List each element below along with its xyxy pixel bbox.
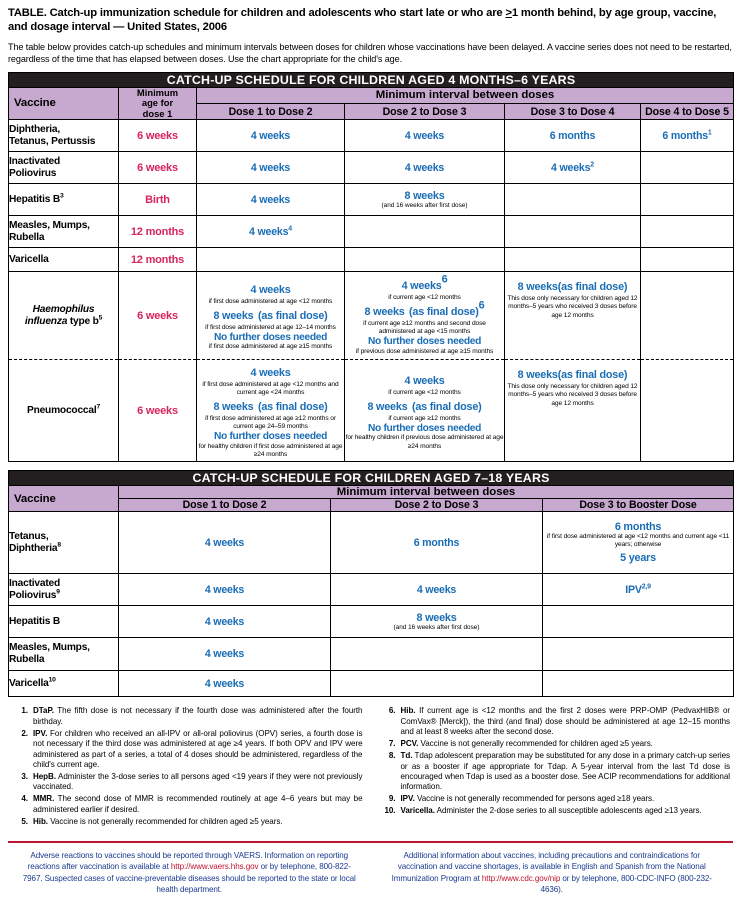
interval-condition: if first dose administered at age ≥12 months or current age 24–59 months bbox=[205, 414, 336, 430]
interval-option bbox=[345, 397, 504, 415]
table-row bbox=[9, 120, 734, 152]
interval-option bbox=[505, 365, 640, 383]
footer-right-text-1: Additional information about vaccines, including precautions and contraindications for vaccination and vaccine shortages, is available in English and Spanish from the National Immunization Program at bbox=[391, 850, 706, 883]
table-row bbox=[9, 638, 734, 671]
footnote-number: 2. bbox=[21, 728, 28, 738]
min-age-cell: 6 weeks bbox=[119, 360, 197, 462]
vaccine-line-1: Measles, Mumps, bbox=[9, 642, 90, 654]
interval-d1d2-cell: 4 weeks bbox=[119, 512, 331, 574]
list-item bbox=[11, 817, 363, 827]
footnote-body: Vaccine is not generally recommended for children aged ≥5 years. bbox=[420, 739, 653, 749]
interval-subnote: (and 16 weeks after first dose) bbox=[393, 623, 480, 631]
vaccine-line-1: Varicella bbox=[9, 253, 49, 265]
footnote-label: Varicella. bbox=[400, 806, 435, 816]
interval-option bbox=[345, 273, 504, 294]
interval-condition: if previous dose administered at age ≥15 months bbox=[355, 347, 494, 355]
footnote-text bbox=[401, 806, 731, 816]
vaccine-line-1: Tetanus, bbox=[9, 530, 49, 542]
vaccine-line-1: Inactivated bbox=[9, 577, 61, 589]
footnote-ref: 4 bbox=[288, 225, 292, 233]
footnotes-left-column bbox=[11, 706, 363, 828]
footer-section bbox=[8, 841, 733, 896]
interval-qualifier: (as final dose) bbox=[411, 400, 482, 413]
interval-d2d3-cell bbox=[345, 216, 505, 248]
interval-condition: for healthy children if previous dose administered at age ≥24 months bbox=[345, 434, 504, 450]
footnote-ref: 7 bbox=[96, 403, 101, 411]
interval-condition: if first dose administered at age <12 months and current age <11 years; otherwise bbox=[546, 533, 730, 549]
interval-value: 4 weeks bbox=[551, 161, 591, 174]
footnote-text bbox=[401, 794, 731, 804]
interval-value: 8 weeks bbox=[517, 369, 558, 382]
footnote-label: IPV. bbox=[33, 728, 48, 738]
interval-condition: if first dose administered at age ≥15 months bbox=[208, 343, 333, 351]
interval-value: 8 weeks bbox=[416, 611, 457, 624]
footer-left-text-2: or by telephone, 800-822-7967. Suspected cases of vaccine-preventable diseases should be reported to the state or local health department. bbox=[22, 862, 356, 895]
interval-d4d5-cell bbox=[641, 360, 734, 462]
interval-d1d2-cell bbox=[197, 360, 345, 462]
interval-d1d2-cell: 4 weeks bbox=[197, 184, 345, 216]
vaccine-line-1: Inactivated bbox=[9, 155, 61, 167]
vaccine-line-1: Measles, Mumps, bbox=[9, 219, 90, 231]
footnote-body: The fifth dose is not necessary if the fourth dose was administered after the fourth birthday. bbox=[33, 706, 363, 726]
footnote-text bbox=[401, 739, 731, 749]
interval-value: 4 weeks bbox=[250, 283, 291, 296]
interval-d2d3-cell bbox=[345, 272, 505, 360]
footnote-label: Td. bbox=[400, 751, 413, 761]
footer-nip-box bbox=[371, 850, 734, 896]
table2-header-d2d3: Dose 2 to Dose 3 bbox=[331, 499, 543, 512]
interval-qualifier: (as final dose) bbox=[409, 305, 479, 318]
interval-d3d4-cell bbox=[505, 272, 641, 360]
interval-d3d4-cell bbox=[505, 152, 641, 184]
min-age-cell: 6 weeks bbox=[119, 152, 197, 184]
table2-band-row bbox=[9, 471, 734, 486]
interval-option bbox=[345, 299, 504, 320]
vaccine-name-cell bbox=[9, 272, 119, 360]
interval-option bbox=[345, 371, 504, 389]
footnote-ref: 8 bbox=[57, 541, 61, 549]
table-row bbox=[9, 184, 734, 216]
table1-header-row-1 bbox=[9, 87, 734, 103]
footnote-ref: 9 bbox=[56, 588, 60, 596]
footnote-number: 7. bbox=[388, 739, 396, 749]
vaccine-name-cell bbox=[9, 120, 119, 152]
footnote-label: Hib. bbox=[400, 706, 416, 716]
vaccine-line-2: Tetanus, Pertussis bbox=[9, 135, 96, 147]
table-row bbox=[9, 606, 734, 638]
interval-condition: if first dose administered at age <12 months bbox=[208, 297, 333, 305]
table-row bbox=[9, 248, 734, 272]
vaccine-line-1: Diphtheria, bbox=[9, 123, 61, 135]
table1-band-row bbox=[9, 72, 734, 87]
vaccine-line-1: Hepatitis B bbox=[9, 193, 61, 205]
footnote-text bbox=[401, 751, 731, 793]
interval-d2d3-cell bbox=[345, 360, 505, 462]
footnote-ref: 6 bbox=[441, 273, 448, 286]
vaccine-line-2: Poliovirus bbox=[9, 167, 57, 179]
vaccine-name-cell bbox=[9, 360, 119, 462]
interval-d1d2-cell: 4 weeks bbox=[119, 638, 331, 671]
interval-booster-cell bbox=[543, 671, 734, 697]
interval-value: No further doses needed bbox=[367, 422, 482, 434]
footnotes-right-column bbox=[379, 706, 731, 828]
footnote-label: PCV. bbox=[400, 739, 419, 749]
vaers-url-link[interactable]: http://www.vaers.hhs.gov bbox=[170, 862, 259, 872]
interval-value: 8 weeks bbox=[213, 400, 254, 413]
footnote-label: IPV. bbox=[400, 794, 415, 804]
table-row bbox=[9, 152, 734, 184]
interval-d2d3-cell bbox=[331, 638, 543, 671]
interval-qualifier: (as final dose) bbox=[257, 309, 328, 322]
footnote-body: Administer the 2-dose series to all susceptible adolescents aged ≥13 years. bbox=[436, 806, 702, 816]
list-item bbox=[11, 706, 363, 727]
interval-d3d4-cell bbox=[505, 184, 641, 216]
footnote-text bbox=[33, 772, 363, 793]
footer-left-text-1: Adverse reactions to vaccines should be reported through VAERS. Information on reporting reactions after vaccination is available at bbox=[27, 850, 349, 872]
list-item bbox=[379, 751, 731, 793]
interval-value: 4 weeks bbox=[250, 366, 291, 379]
table2-header-d3booster: Dose 3 to Booster Dose bbox=[543, 499, 734, 512]
interval-d4d5-cell bbox=[641, 216, 734, 248]
list-item bbox=[379, 739, 731, 749]
footnote-text bbox=[33, 817, 363, 827]
footnote-number: 9. bbox=[388, 794, 396, 804]
footnote-number: 1. bbox=[21, 706, 28, 716]
footer-right-text-2: or by telephone, 800-CDC-INFO (800-232-4636). bbox=[540, 873, 712, 895]
interval-condition: if current age ≥12 months and second dose administered at age <15 months bbox=[363, 319, 486, 335]
interval-condition: if first dose administered at age 12–14 months bbox=[205, 323, 336, 331]
interval-d1d2-cell: 4 weeks bbox=[197, 120, 345, 152]
vaccine-name-cell bbox=[9, 574, 119, 606]
vaccine-line-2: Rubella bbox=[9, 654, 45, 666]
interval-option bbox=[197, 280, 344, 298]
footnote-text bbox=[33, 729, 363, 771]
interval-d1d2-cell bbox=[197, 272, 345, 360]
footnote-label: HepB. bbox=[33, 771, 56, 781]
vaccine-line-1: Varicella bbox=[9, 677, 49, 689]
interval-condition: for healthy children if first dose administered at age ≥24 months bbox=[198, 442, 343, 458]
footnote-label: Hib. bbox=[33, 816, 48, 826]
footnote-ref: 2,9 bbox=[641, 583, 651, 591]
interval-d3d4-cell bbox=[505, 248, 641, 272]
footnote-body: Tdap adolescent preparation may be substituted for any dose in a primary catch-up series or as a booster if age appropriate for Tdap. A 5-year interval from the last Td dose is encouraged when Tdap is used as a booster dose. See ACIP recommendations for additional information. bbox=[400, 751, 730, 792]
list-item bbox=[379, 794, 731, 804]
table-row bbox=[9, 512, 734, 574]
interval-value: 8 weeks bbox=[213, 309, 254, 322]
interval-booster-cell bbox=[543, 574, 734, 606]
vaccine-name-cell bbox=[9, 512, 119, 574]
interval-value: 4 weeks bbox=[404, 374, 445, 387]
table2-header-vaccine: Vaccine bbox=[9, 486, 119, 512]
vaccine-name-cell bbox=[9, 152, 119, 184]
interval-booster-cell bbox=[543, 638, 734, 671]
footnote-ref: 1 bbox=[707, 129, 712, 137]
interval-d2d3-cell: 4 weeks bbox=[345, 152, 505, 184]
vaccine-name-cell bbox=[9, 606, 119, 638]
interval-d3d4-cell bbox=[505, 216, 641, 248]
interval-value: 6 months bbox=[614, 521, 662, 533]
page-title: TABLE. Catch-up immunization schedule for children and adolescents who start late or who are >1 month behind, by age group, vaccine, and dosage interval — United States, 2006 bbox=[8, 7, 717, 34]
list-item bbox=[11, 729, 363, 771]
footnote-number: 4. bbox=[21, 794, 28, 804]
interval-value: No further doses needed bbox=[367, 336, 482, 348]
interval-qualifier: (as final dose) bbox=[557, 281, 628, 294]
table1-header-d4d5: Dose 4 to Dose 5 bbox=[641, 103, 734, 119]
interval-qualifier: (as final dose) bbox=[557, 369, 628, 382]
catchup-table-7-18years bbox=[8, 470, 734, 697]
table-row bbox=[9, 671, 734, 697]
vaccine-name-cell bbox=[9, 671, 119, 697]
interval-d2d3-cell: 6 months bbox=[331, 512, 543, 574]
interval-d2d3-cell: 4 weeks bbox=[345, 120, 505, 152]
vaccine-line-1: Haemophilus bbox=[32, 303, 95, 315]
footnote-label: MMR. bbox=[33, 794, 55, 804]
interval-condition: if first dose administered at age <12 months and current age <24 months bbox=[202, 380, 339, 396]
list-item bbox=[11, 772, 363, 793]
interval-value: No further doses needed bbox=[213, 431, 328, 443]
interval-value: 8 weeks bbox=[517, 281, 558, 294]
table1-header-d2d3: Dose 2 to Dose 3 bbox=[345, 103, 505, 119]
footnote-body: Vaccine is not generally recommended for children aged ≥5 years. bbox=[50, 816, 283, 826]
vaccine-name-cell bbox=[9, 638, 119, 671]
interval-qualifier: (as final dose) bbox=[257, 400, 328, 413]
table-row bbox=[9, 360, 734, 462]
vaccine-line-2: Rubella bbox=[9, 231, 45, 243]
table2-header-row-1 bbox=[9, 486, 734, 499]
interval-value: 8 weeks bbox=[367, 400, 408, 413]
interval-d2d3-cell bbox=[331, 606, 543, 638]
interval-condition: if current age <12 months bbox=[388, 293, 461, 301]
interval-value: 4 weeks bbox=[401, 279, 442, 292]
intro-paragraph: The table below provides catch-up schedules and minimum intervals between doses for children whose vaccinations have been delayed. A vaccine series does not need to be restarted, regardless of the time that has elapsed between doses. Use the chart appropriate for the child's age. bbox=[8, 41, 732, 64]
footnote-body: Vaccine is not generally recommended for persons aged ≥18 years. bbox=[416, 794, 655, 804]
list-item bbox=[379, 706, 731, 737]
table1-band-title: CATCH-UP SCHEDULE FOR CHILDREN AGED 4 MONTHS–6 YEARS bbox=[9, 72, 734, 87]
vaccine-line-2: Diphtheria bbox=[9, 542, 58, 554]
vaccine-name-cell bbox=[9, 216, 119, 248]
vaccine-line-2: Poliovirus bbox=[9, 589, 57, 601]
footnote-text bbox=[33, 706, 363, 727]
interval-d1d2-cell: 4 weeks bbox=[119, 606, 331, 638]
interval-booster-cell bbox=[543, 606, 734, 638]
interval-d1d2-cell bbox=[197, 248, 345, 272]
min-age-line-2: age for bbox=[141, 97, 174, 109]
interval-d1d2-cell: 4 weeks bbox=[119, 574, 331, 606]
interval-condition: This dose only necessary for children aged 12 months–5 years who received 3 doses before age 12 months bbox=[507, 383, 638, 407]
table2-header-d1d2: Dose 1 to Dose 2 bbox=[119, 499, 331, 512]
vaccine-name-cell bbox=[9, 248, 119, 272]
list-item bbox=[379, 806, 731, 816]
footnote-number: 6. bbox=[388, 706, 396, 716]
footnote-ref: 5 bbox=[98, 314, 103, 322]
footnote-body: The second dose of MMR is recommended routinely at age 4–6 years but may be administered earlier if desired. bbox=[33, 794, 363, 814]
min-age-line-3: dose 1 bbox=[142, 107, 173, 119]
vaccine-line-1: Hepatitis B bbox=[9, 615, 61, 627]
table-row bbox=[9, 216, 734, 248]
interval-d2d3-cell bbox=[345, 248, 505, 272]
footnote-body: For children who received an all-IPV or all-oral poliovirus (OPV) series, a fourth dose is not necessary if the third dose was administered at age ≥4 years. If both OPV and IPV were administered as part of a series, a total of 4 doses should be administered, regardless of the child's current age. bbox=[33, 728, 363, 770]
interval-condition: if current age ≥12 months bbox=[388, 414, 461, 422]
table1-header-min-age bbox=[119, 87, 197, 120]
footnote-number: 3. bbox=[21, 771, 28, 781]
min-age-cell: 6 weeks bbox=[119, 120, 197, 152]
table1-header-interval-group: Minimum interval between doses bbox=[197, 87, 734, 103]
interval-d2d3-cell bbox=[345, 184, 505, 216]
interval-d4d5-cell bbox=[641, 152, 734, 184]
footnote-body: If current age is <12 months and the first 2 doses were PRP-OMP (PedvaxHIB® or ComVax® [Merck]), the third (and final) dose should be administered at age 12–15 months and at least 8 weeks after the second dose. bbox=[400, 706, 730, 737]
vaccine-line-3: type b bbox=[67, 315, 99, 327]
interval-d4d5-cell bbox=[641, 120, 734, 152]
interval-option bbox=[197, 306, 344, 324]
interval-d2d3-cell: 4 weeks bbox=[331, 574, 543, 606]
interval-option bbox=[197, 397, 344, 415]
table-row bbox=[9, 574, 734, 606]
min-age-line-1: Minimum bbox=[136, 86, 179, 98]
interval-d4d5-cell bbox=[641, 272, 734, 360]
interval-d4d5-cell bbox=[641, 184, 734, 216]
footnote-text bbox=[33, 794, 363, 815]
interval-condition: if current age <12 months bbox=[388, 388, 461, 396]
min-age-cell: 12 months bbox=[119, 216, 197, 248]
interval-value: No further doses needed bbox=[213, 332, 328, 344]
cdc-nip-url-link[interactable]: http://www.cdc.gov/nip bbox=[481, 873, 561, 883]
interval-d1d2-cell: 4 weeks bbox=[119, 671, 331, 697]
table2-band-title: CATCH-UP SCHEDULE FOR CHILDREN AGED 7–18 YEARS bbox=[9, 471, 734, 486]
footnote-text bbox=[401, 706, 731, 737]
min-age-cell: 6 weeks bbox=[119, 272, 197, 360]
vaccine-name-cell bbox=[9, 184, 119, 216]
footnote-ref: 3 bbox=[60, 192, 64, 200]
table1-header-d1d2: Dose 1 to Dose 2 bbox=[197, 103, 345, 119]
interval-value: 8 weeks bbox=[404, 189, 445, 202]
footnote-label: DTaP. bbox=[33, 706, 54, 716]
interval-condition: This dose only necessary for children aged 12 months–5 years who received 3 doses before age 12 months bbox=[507, 295, 638, 319]
interval-d4d5-cell bbox=[641, 248, 734, 272]
interval-value: 8 weeks bbox=[364, 305, 405, 318]
interval-value: 4 weeks bbox=[249, 225, 289, 238]
interval-d3d4-cell: 6 months bbox=[505, 120, 641, 152]
table-row bbox=[9, 272, 734, 360]
table2-header-interval-group: Minimum interval between doses bbox=[119, 486, 734, 499]
interval-option bbox=[197, 363, 344, 381]
footnote-body: Administer the 3-dose series to all persons aged <19 years if they were not previously vaccinated. bbox=[33, 771, 363, 792]
footnote-ref: 10 bbox=[48, 676, 56, 684]
footnote-number: 10. bbox=[384, 806, 396, 816]
footer-vaers-box bbox=[8, 850, 371, 896]
footnote-number: 5. bbox=[21, 816, 28, 826]
interval-value: IPV bbox=[625, 583, 642, 596]
footnote-number: 8. bbox=[388, 751, 396, 761]
interval-value: 6 months bbox=[662, 129, 708, 142]
vaccine-line-1: Pneumococcal bbox=[26, 404, 97, 416]
interval-d1d2-cell bbox=[197, 216, 345, 248]
min-age-cell: Birth bbox=[119, 184, 197, 216]
interval-option bbox=[505, 277, 640, 295]
footnote-ref: 6 bbox=[478, 299, 485, 312]
interval-value-alt: 5 years bbox=[620, 552, 656, 565]
footnotes-section bbox=[8, 706, 733, 828]
table1-header-d3d4: Dose 3 to Dose 4 bbox=[505, 103, 641, 119]
table1-header-vaccine: Vaccine bbox=[9, 87, 119, 120]
list-item bbox=[11, 794, 363, 815]
min-age-cell: 12 months bbox=[119, 248, 197, 272]
catchup-table-4months-6years bbox=[8, 72, 734, 463]
interval-d3d4-cell bbox=[505, 360, 641, 462]
interval-booster-cell bbox=[543, 512, 734, 574]
interval-d1d2-cell: 4 weeks bbox=[197, 152, 345, 184]
footnote-ref: 2 bbox=[590, 161, 594, 169]
vaccine-line-2: influenza bbox=[24, 315, 68, 327]
interval-d2d3-cell bbox=[331, 671, 543, 697]
interval-subnote: (and 16 weeks after first dose) bbox=[381, 201, 468, 209]
